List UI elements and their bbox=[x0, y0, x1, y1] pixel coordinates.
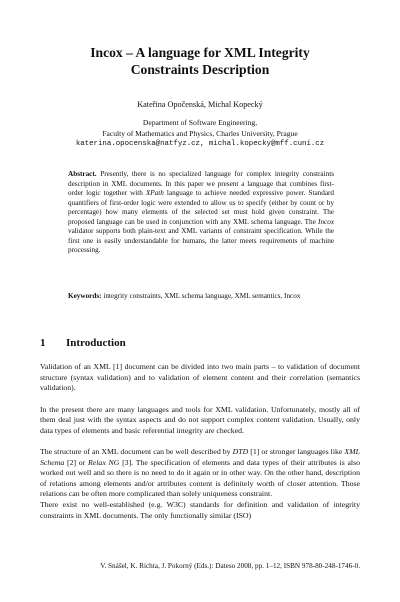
paragraph-1: Validation of an XML [1] document can be divided into two main parts – to validation of document structure (syntax validation) and to validation of element content and their correlation (semantics validation). bbox=[40, 362, 360, 393]
p3-text-c: [2] or bbox=[66, 457, 86, 467]
p3-relax-ng: Relax NG bbox=[88, 457, 120, 467]
author-emails: katerina.opocenska@natfyz.cz, michal.kopecky@mff.cuni.cz bbox=[75, 140, 325, 149]
paragraph-3 bbox=[40, 447, 360, 500]
p3-text-a: The structure of an XML document can be well described by bbox=[40, 447, 231, 457]
title-line-2: Constraints Description bbox=[130, 62, 270, 77]
abstract-text-a: Presently, there is no specialized language for complex integrity constraints description in XML documents. In this paper we present a language that combines first-order logic together with bbox=[68, 170, 334, 198]
section-number: 1 bbox=[40, 337, 46, 349]
section-title: Introduction bbox=[66, 337, 126, 349]
paper-title bbox=[40, 44, 360, 78]
affiliation-faculty: Faculty of Mathematics and Physics, Charles University, Prague bbox=[102, 128, 298, 138]
keywords bbox=[68, 292, 334, 302]
title-line-1: Incox – A language for XML Integrity bbox=[90, 45, 310, 60]
p3-xml-schema: XML Schema bbox=[40, 447, 360, 467]
p3-dtd: DTD bbox=[232, 447, 249, 457]
abstract-incox: Incox bbox=[318, 217, 335, 226]
author-list: Kateřina Opočenská, Michal Kopecký bbox=[137, 100, 263, 109]
abstract-label: Abstract. bbox=[68, 170, 97, 178]
p3-text-b: [1] or stronger languages like bbox=[250, 447, 343, 457]
p3-text-d: [3]. The specification of elements and data types of their attributes is also worked out well and so there is no need to do it again or in other way. On the other hand, description of relations among elements and/or attributes content is definitely worth of closer attention. Those relations can be often more complicated than solely uniqueness constraint. bbox=[40, 457, 361, 499]
abstract-text-b: language to achieve needed expressive power. Standard quantifiers of first-order logic were extended to allow us to specify (either by count or by percentage) how many elements of the selected set must hold given constraint. The proposed language can be used in conjunction with any XML schema language. The bbox=[68, 189, 335, 226]
abstract-text-c: validator supports both plain-text and XML variants of constraint specification. While the first one is easily understandable for humans, the latter meets requirements of machine processing. bbox=[68, 227, 334, 255]
section-body bbox=[40, 362, 360, 521]
page-footer: V. Snášel, K. Richta, J. Pokorný (Eds.): Dateso 2008, pp. 1–12, ISBN 978-80-248-1746-0. bbox=[100, 562, 360, 570]
affiliation-dept: Department of Software Engineering, bbox=[142, 118, 258, 127]
paragraph-4: There exist no well-established (e.g. W3C) standards for definition and validation of integrity constraints in XML documents. The only functionally similar (ISO) bbox=[40, 500, 360, 520]
paragraph-2: In the present there are many languages and tools for XML validation. Unfortunately, mostly all of them deal just with the syntax aspects and do not support complex content validation. Usually, only data types of elements and basic referential integrity are checked. bbox=[40, 404, 360, 435]
section-heading bbox=[40, 336, 360, 350]
keywords-text: integrity constraints, XML schema language, XML semantics, Incox bbox=[103, 292, 301, 300]
abstract-xpath: XPath bbox=[145, 189, 164, 198]
keywords-label: Keywords: bbox=[68, 292, 102, 300]
abstract bbox=[68, 170, 334, 256]
affiliation bbox=[40, 118, 360, 150]
